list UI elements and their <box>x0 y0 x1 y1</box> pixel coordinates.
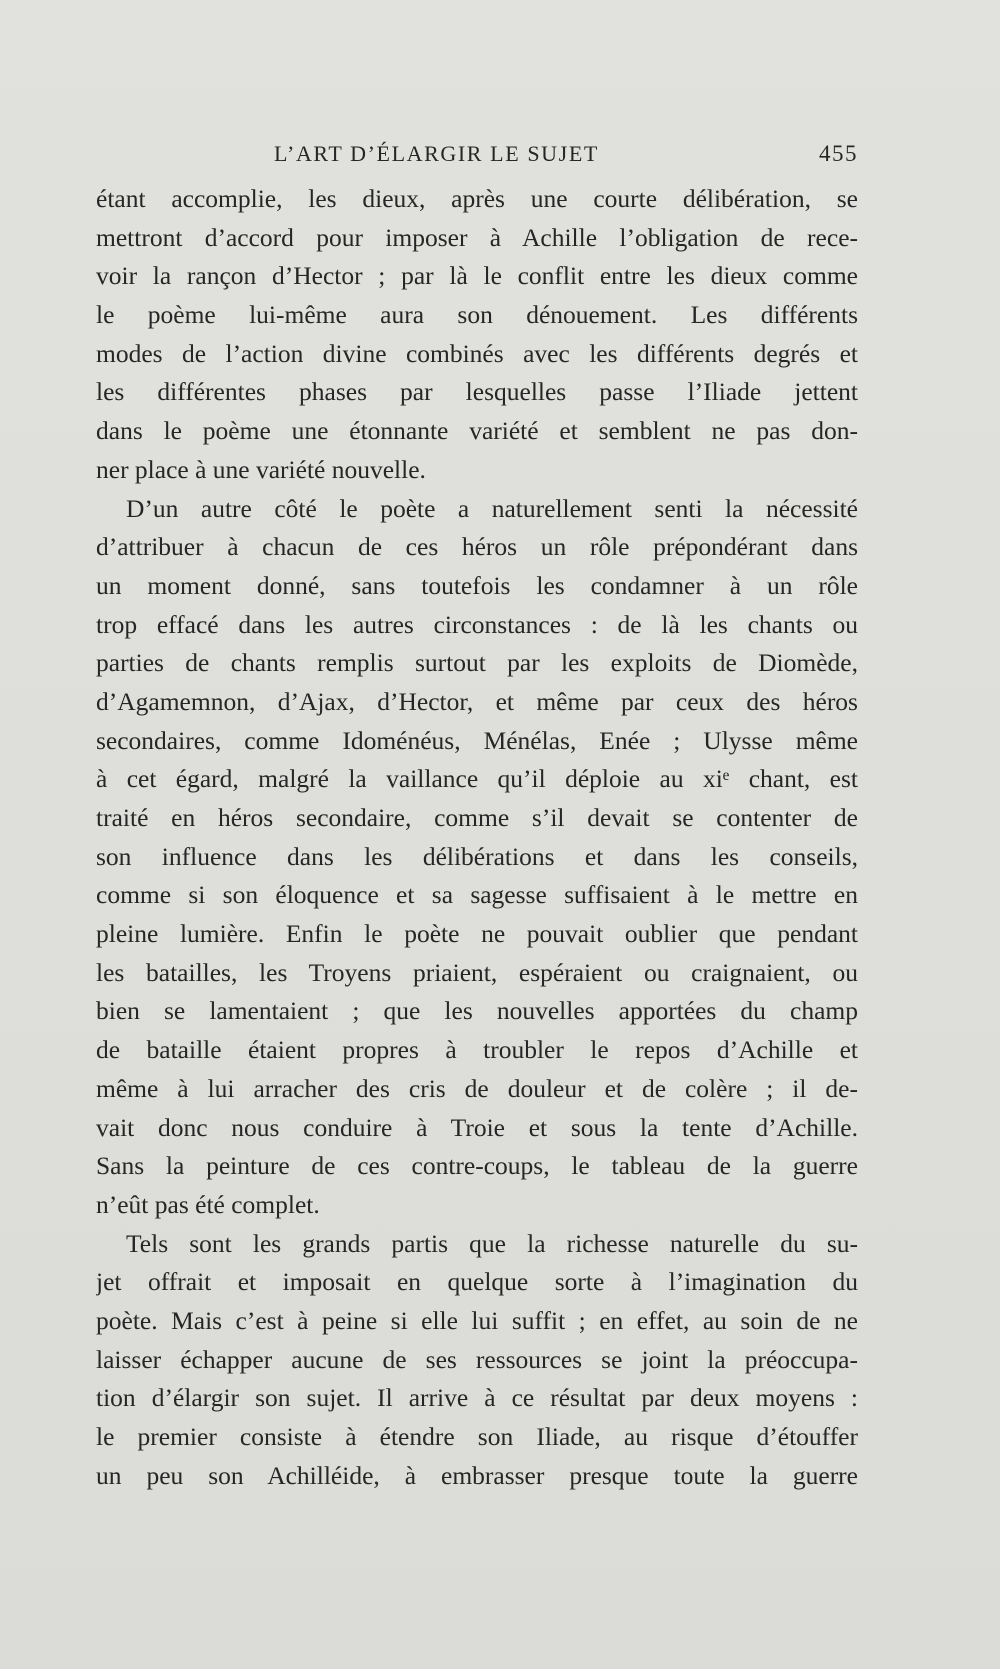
text-line: dans le poème une étonnante variété et semblent ne pas don- <box>96 416 858 446</box>
text-line: trop effacé dans les autres circonstances : de là les chants ou <box>96 609 858 639</box>
text-line: Sans la peinture de ces contre-coups, le tableau de la guerre <box>96 1151 858 1181</box>
text-line: secondaires, comme Idoménéus, Ménélas, Enée ; Ulysse même <box>96 725 858 755</box>
text-line: le poème lui-même aura son dénouement. Les différents <box>96 300 858 330</box>
text-line: parties de chants remplis surtout par les exploits de Diomède, <box>96 648 858 678</box>
text-line: pleine lumière. Enfin le poète ne pouvait oublier que pendant <box>96 919 858 949</box>
text-line: à cet égard, malgré la vaillance qu’il déploie au xiᵉ chant, est <box>96 764 858 794</box>
text-line: un moment donné, sans toutefois les condamner à un rôle <box>96 570 858 600</box>
text-line: de bataille étaient propres à troubler le repos d’Achille et <box>96 1035 858 1065</box>
text-line: ner place à une variété nouvelle. <box>96 454 426 484</box>
text-line: voir la rançon d’Hector ; par là le conflit entre les dieux comme <box>96 261 858 291</box>
text-line: n’eût pas été complet. <box>96 1189 320 1219</box>
text-line: D’un autre côté le poète a naturellement senti la nécessité <box>126 493 858 523</box>
text-line: un peu son Achilléide, à embrasser presque toute la guerre <box>96 1460 858 1490</box>
text-line: même à lui arracher des cris de douleur et de colère ; il de- <box>96 1073 858 1103</box>
text-line: les différentes phases par lesquelles passe l’Iliade jettent <box>96 377 858 407</box>
text-line: poète. Mais c’est à peine si elle lui suffit ; en effet, au soin de ne <box>96 1305 858 1335</box>
text-line: les batailles, les Troyens priaient, espéraient ou craignaient, ou <box>96 957 858 987</box>
text-line: tion d’élargir son sujet. Il arrive à ce résultat par deux moyens : <box>96 1383 858 1413</box>
text-line: comme si son éloquence et sa sagesse suffisaient à le mettre en <box>96 880 858 910</box>
running-head: L’ART D’ÉLARGIR LE SUJET <box>274 141 599 166</box>
text-line: son influence dans les délibérations et dans les conseils, <box>96 841 858 871</box>
text-line: le premier consiste à étendre son Iliade, au risque d’étouffer <box>96 1422 858 1451</box>
text-line: bien se lamentaient ; que les nouvelles apportées du champ <box>96 996 858 1026</box>
page-number: 455 <box>819 141 858 166</box>
text-line: d’attribuer à chacun de ces héros un rôle prépondérant dans <box>96 532 858 562</box>
text-line: laisser échapper aucune de ses ressources se joint la préoccupa- <box>96 1344 858 1374</box>
text-line: jet offrait et imposait en quelque sorte à l’imagination du <box>96 1267 858 1297</box>
text-line: traité en héros secondaire, comme s’il devait se contenter de <box>96 803 858 832</box>
body-text <box>96 180 858 1495</box>
text-line: étant accomplie, les dieux, après une courte délibération, se <box>96 184 858 213</box>
text-line: vait donc nous conduire à Troie et sous la tente d’Achille. <box>96 1112 858 1142</box>
page-header <box>96 141 858 175</box>
text-line: modes de l’action divine combinés avec les différents degrés et <box>96 338 858 368</box>
text-line: mettront d’accord pour imposer à Achille l’obligation de rece- <box>96 222 858 252</box>
text-line: Tels sont les grands partis que la richesse naturelle du su- <box>126 1228 858 1258</box>
text-line: d’Agamemnon, d’Ajax, d’Hector, et même par ceux des héros <box>96 686 858 716</box>
